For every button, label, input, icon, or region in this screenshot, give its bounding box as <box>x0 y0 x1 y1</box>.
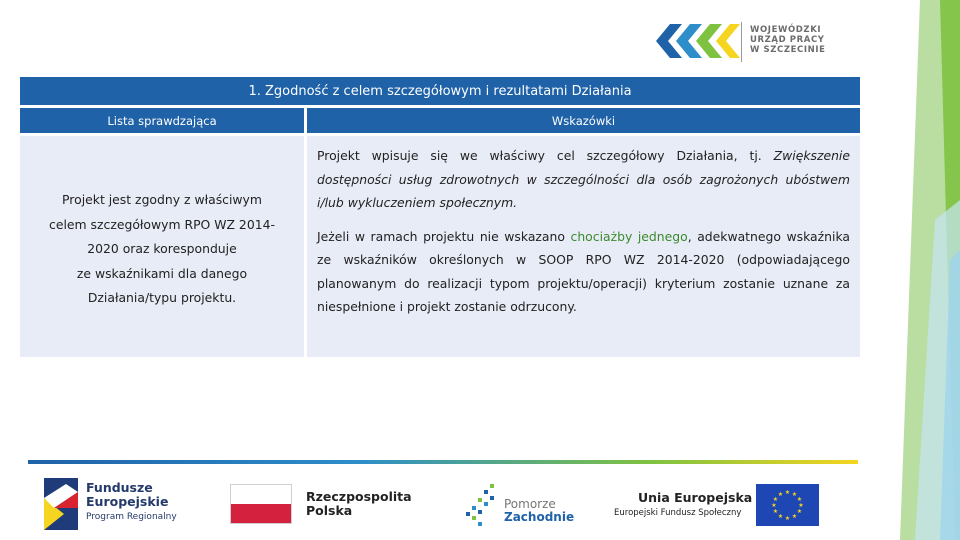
efs-label: Europejski Fundusz Społeczny <box>614 508 742 518</box>
logo-divider <box>741 22 742 62</box>
svg-text:★: ★ <box>772 508 779 515</box>
svg-text:★: ★ <box>791 513 798 520</box>
rzeczpospolita-polska-label: Rzeczpospolita Polska <box>306 489 412 518</box>
fundusze-europejskie-label: Fundusze Europejskie <box>86 480 169 509</box>
table-title: 1. Zgodność z celem szczegółowym i rezultatami Działania <box>20 77 860 105</box>
svg-text:★: ★ <box>796 496 803 503</box>
guidance-paragraph-2: Jeżeli w ramach projektu nie wskazano chociażby jednego, adekwatnego wskaźnika ze wskaźników określonych w SOOP RPO WZ 2014-2020 (odpowiadającego planowanym do realizacji typom projektu/operacji) kryterium zostanie uznane za niespełnione i projekt zostanie odrzucony. <box>317 228 850 314</box>
fundusze-europejskie-icon <box>44 478 78 530</box>
criteria-table <box>20 77 860 357</box>
svg-text:★: ★ <box>796 508 803 515</box>
unia-europejska-label: Unia Europejska <box>638 490 753 505</box>
svg-text:★: ★ <box>772 496 779 503</box>
pomorze-zachodnie-label: Pomorze Zachodnie <box>504 497 575 524</box>
guidance-paragraph-1: Projekt wpisuje się we właściwy cel szczegółowy Działania, tj. Zwiększenie dostępności usług zdrowotnych w szczególności dla osób zagrożonych ubóstwem i/lub wykluczeniem społecznym. <box>317 148 850 210</box>
pomorze-zachodnie-icon <box>462 482 502 532</box>
checklist-cell: Projekt jest zgodny z właściwym celem szczegółowym RPO WZ 2014- 2020 oraz koresponduje ze wskaźnikami dla danego Działania/typu projektu. <box>20 136 304 357</box>
program-regionalny-label: Program Regionalny <box>86 512 177 522</box>
svg-text:★: ★ <box>798 502 804 509</box>
guidance-cell <box>307 136 860 357</box>
footer-logos <box>0 468 960 540</box>
eu-flag-icon <box>756 484 819 526</box>
svg-text:★: ★ <box>784 489 791 496</box>
wup-logo-text: WOJEWÓDZKI URZĄD PRACY W SZCZECINIE <box>750 25 826 55</box>
column-header-guidance: Wskazówki <box>307 108 860 133</box>
decorative-side-stripes <box>860 0 960 540</box>
svg-text:★: ★ <box>777 513 784 520</box>
polish-flag-icon <box>230 484 292 524</box>
emphasis-text: chociażby jednego <box>570 228 688 244</box>
svg-text:★: ★ <box>771 502 777 509</box>
svg-text:★: ★ <box>777 491 784 498</box>
footer-divider <box>28 460 858 464</box>
svg-text:★: ★ <box>791 491 798 498</box>
table-row <box>20 136 860 357</box>
column-header-checklist: Lista sprawdzająca <box>20 108 304 133</box>
column-headers <box>20 108 860 133</box>
svg-text:★: ★ <box>784 515 791 522</box>
